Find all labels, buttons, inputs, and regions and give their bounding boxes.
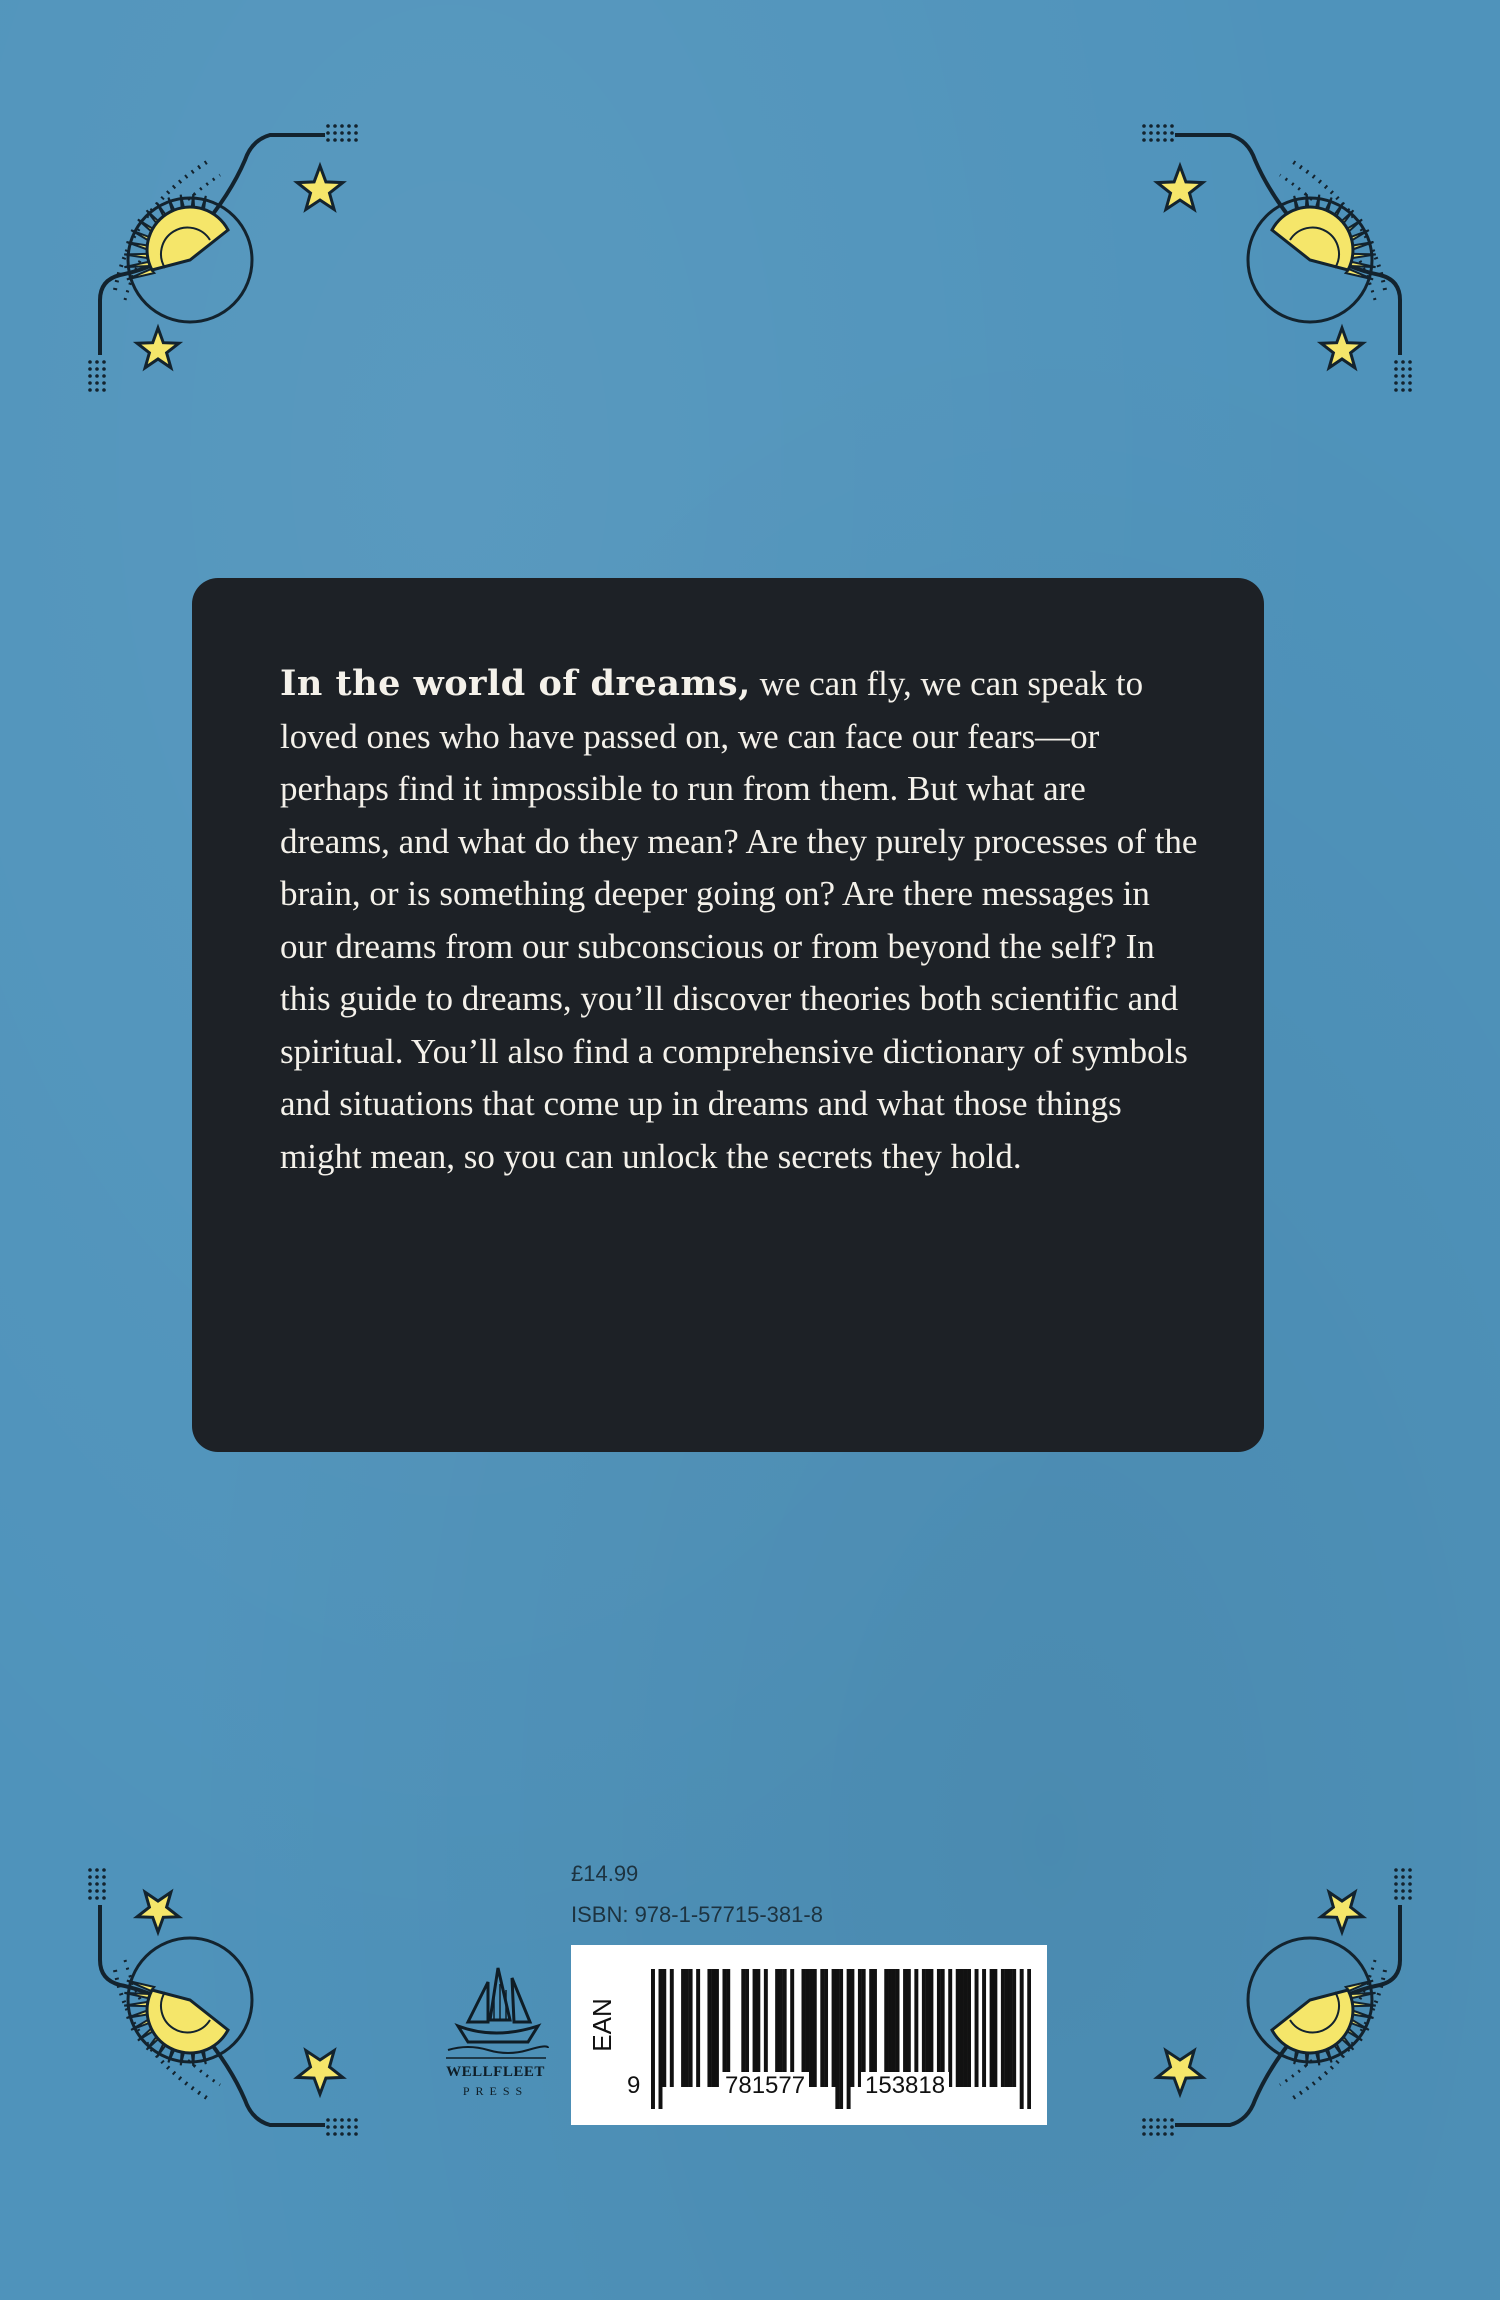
publisher-sub: PRESS bbox=[462, 2084, 529, 2098]
blurb-lead: In the world of dreams, bbox=[280, 663, 751, 704]
barcode-bars bbox=[651, 1969, 1031, 2109]
barcode-digits-right: 153818 bbox=[861, 2072, 949, 2100]
barcode-digit-first: 9 bbox=[627, 2072, 641, 2099]
corner-ornament-bottom-right bbox=[1130, 1860, 1430, 2160]
corner-ornament-top-left bbox=[70, 100, 370, 400]
isbn: ISBN: 978-1-57715-381-8 bbox=[571, 1902, 823, 1927]
star-icon bbox=[1157, 166, 1203, 209]
corner-ornament-bottom-left bbox=[70, 1860, 370, 2160]
blurb-panel bbox=[192, 578, 1264, 1452]
star-icon bbox=[297, 166, 343, 209]
star-icon bbox=[137, 328, 179, 368]
publisher-logo bbox=[428, 1960, 563, 2110]
sun-ornament-icon bbox=[124, 194, 252, 322]
star-icon bbox=[1321, 1892, 1363, 1932]
blurb-text bbox=[280, 658, 1200, 1183]
star-icon bbox=[137, 1892, 179, 1932]
blurb-body: we can fly, we can speak to loved ones who have passed on, we can face our fears—or perhaps find it impossible to run from them. But what are dreams, and what do they mean? Are they purely processes of the brain, or is something deeper going on? Are there messages in our dreams from our subconscious or from beyond the self? In this guide to dreams, you’ll discover theories both scientific and spiritual. You’ll also find a comprehensive dictionary of symbols and situations that come up in dreams and what those things might mean, so you can unlock the secrets they hold. bbox=[280, 664, 1198, 1176]
sun-ornament-icon bbox=[1248, 194, 1376, 322]
sun-ornament-icon bbox=[124, 1938, 252, 2066]
barcode-digits-left: 781577 bbox=[721, 2072, 809, 2100]
corner-ornament-top-right bbox=[1130, 100, 1430, 400]
publisher-name: WELLFLEET bbox=[446, 2064, 545, 2080]
sun-ornament-icon bbox=[1248, 1938, 1376, 2066]
barcode bbox=[571, 1945, 1047, 2125]
star-icon bbox=[1157, 2051, 1203, 2094]
star-icon bbox=[1321, 328, 1363, 368]
sailboat-logo-icon bbox=[428, 1960, 563, 2065]
ean-label: EAN bbox=[587, 1998, 617, 2052]
star-icon bbox=[297, 2051, 343, 2094]
price: £14.99 bbox=[571, 1861, 639, 1886]
